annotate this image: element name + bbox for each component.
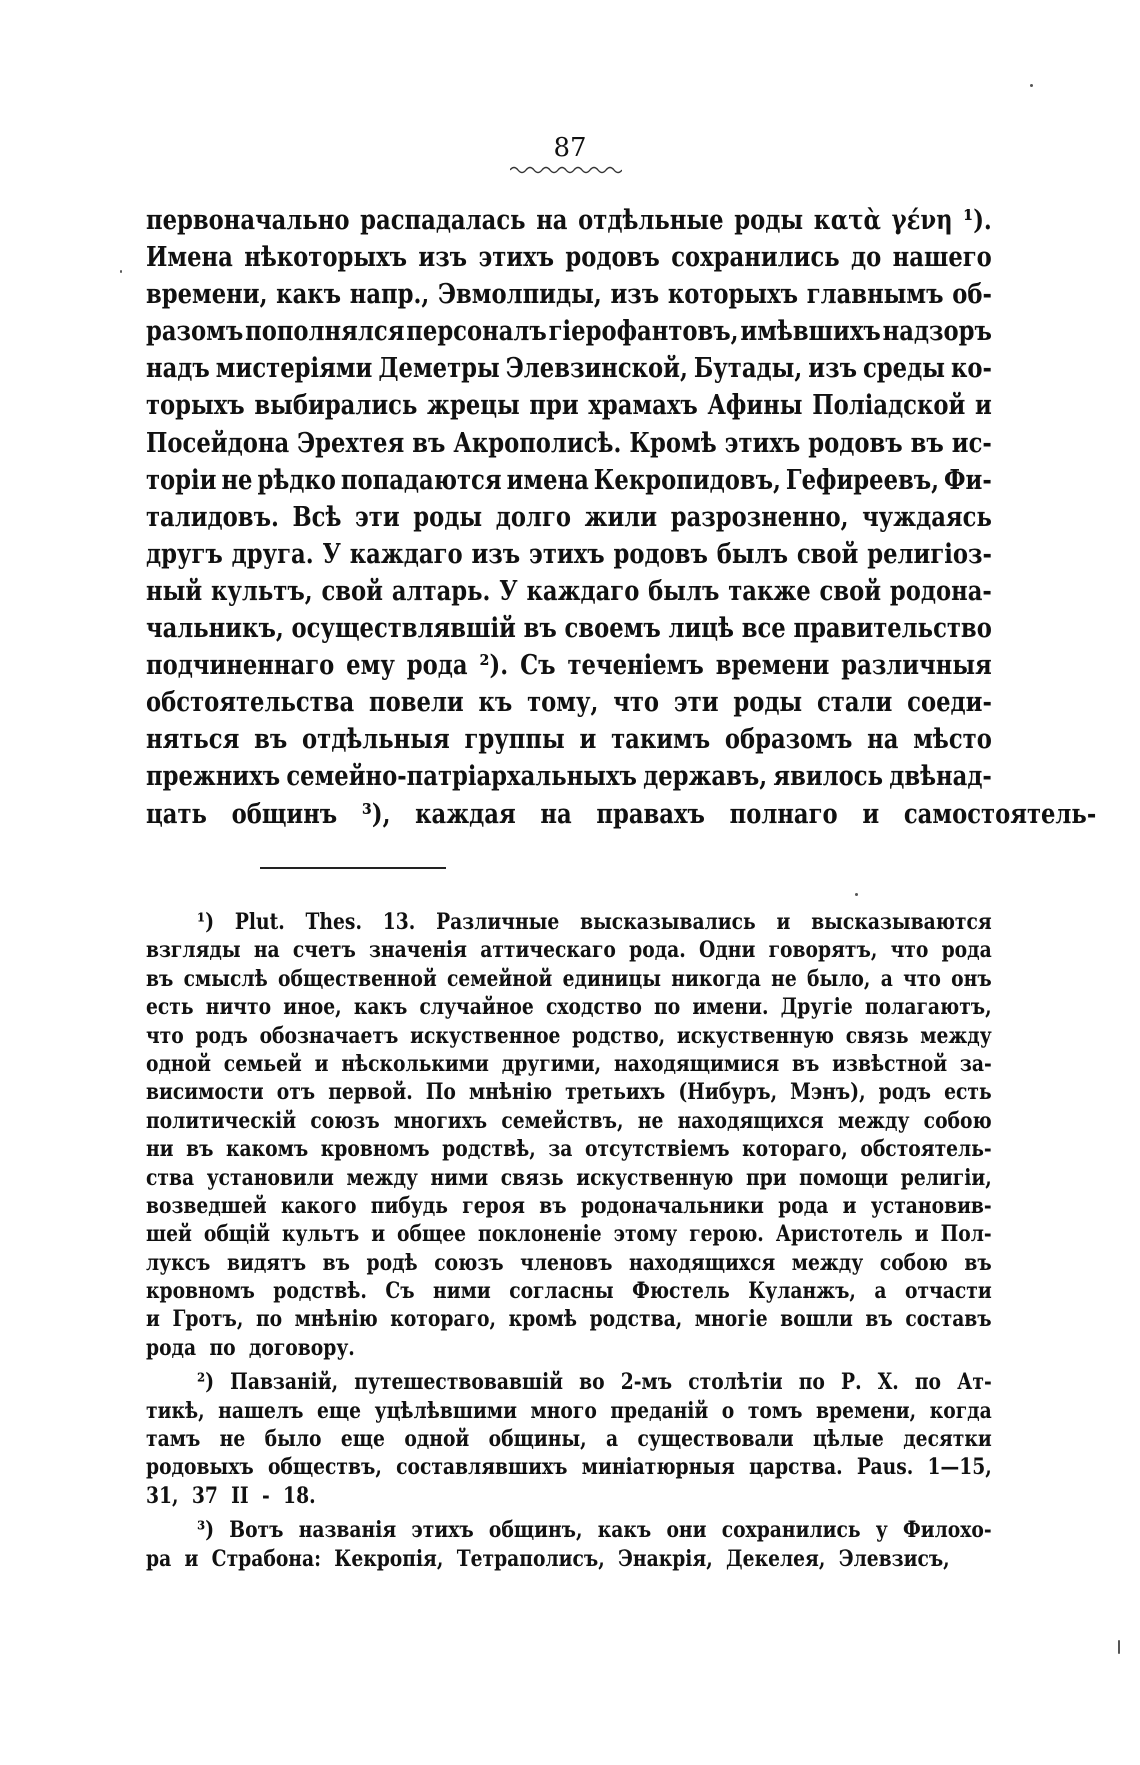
- text-line: ³) Вотъ названія этихъ общинъ, какъ они сохранились у Филохо-: [197, 1517, 992, 1544]
- scan-speck: [855, 893, 858, 896]
- text-line: висимости отъ первой. По мнѣнію третьихъ (Нибуръ, Мэнъ), родъ есть: [146, 1079, 992, 1106]
- text-line: цать общинъ ³), каждая на правахъ полнаго и самостоятель-: [146, 798, 1097, 830]
- footnote-3: [146, 1516, 992, 1573]
- text-line: другъ друга. У каждаго изъ этихъ родовъ былъ свой религіоз-: [146, 538, 992, 570]
- text-line: подчиненнаго ему рода ²). Съ теченіемъ времени различныя: [146, 650, 992, 682]
- text-line: есть ничто иное, какъ случайное сходство по имени. Другіе полагаютъ,: [146, 994, 992, 1021]
- text-line: торыхъ выбирались жрецы при храмахъ Афины Поліадской и: [146, 390, 992, 422]
- text-line: что родъ обозначаетъ искуственное родство, искуственную связь между: [146, 1022, 992, 1049]
- text-line: одной семьей и нѣсколькими другими, находящимися въ извѣстной за-: [146, 1050, 992, 1077]
- text-line: торіи не рѣдко попадаются имена Кекропидовъ, Гефиреевъ, Фи-: [146, 464, 992, 496]
- text-line: ства установили между ними связь искуственную при помощи религіи,: [146, 1164, 992, 1191]
- text-line: тамъ не было еще одной общины, а существовали цѣлые десятки: [146, 1426, 992, 1453]
- text-line: ни въ какомъ кровномъ родствѣ, за отсутствіемъ котораго, обстоятель-: [146, 1136, 992, 1163]
- main-text: [146, 202, 1097, 833]
- scan-speck: [1118, 1640, 1120, 1654]
- text-line: прежнихъ семейно-патріархальныхъ державъ, явилось двѣнад-: [146, 761, 992, 793]
- scan-speck: [1030, 84, 1033, 87]
- text-line: взгляды на счетъ значенія аттическаго рода. Одни говорятъ, что рода: [146, 937, 992, 964]
- text-line: первоначально распадалась на отдѣльные роды κατὰ γένη ¹).: [146, 205, 992, 236]
- text-line: 31, 37 II - 18.: [146, 1482, 316, 1509]
- text-line: шей общій культъ и общее поклоненіе этому герою. Аристотель и Пол-: [146, 1221, 992, 1248]
- text-line: политическій союзъ многихъ семействъ, не находящихся между собою: [146, 1107, 992, 1134]
- text-line: времени, какъ напр., Эвмолпиды, изъ которыхъ главнымъ об-: [146, 279, 992, 311]
- text-line: Посейдона Эрехтея въ Акрополисѣ. Кромѣ этихъ родовъ въ ис-: [146, 427, 992, 459]
- footnote-separator: [260, 867, 446, 869]
- text-line: ²) Павзаній, путешествовавшій во 2-мъ столѣтіи по Р. Х. по Ат-: [197, 1369, 992, 1396]
- scan-speck: [120, 270, 122, 273]
- footnote-2: [146, 1368, 992, 1510]
- text-line: надъ мистеріями Деметры Элевзинской, Бутады, изъ среды ко-: [146, 353, 992, 385]
- text-line: талидовъ. Всѣ эти роды долго жили разрозненно, чуждаясь: [146, 501, 992, 533]
- text-line: чальникъ, осуществлявшій въ своемъ лицѣ все правительство: [146, 613, 992, 645]
- text-line: возведшей какого пибудь героя въ родоначальники рода и установив-: [146, 1192, 992, 1219]
- page-number: 87: [553, 133, 587, 163]
- text-line: родовыхъ обществъ, составлявшихъ миніатюрныя царства. Paus. 1—15,: [146, 1454, 992, 1481]
- text-line: няться въ отдѣльныя группы и такимъ образомъ на мѣсто: [146, 724, 992, 756]
- text-line: въ смыслѣ общественной семейной единицы никогда не было, а что онъ: [146, 965, 992, 992]
- text-line: ный культъ, свой алтарь. У каждаго былъ также свой родона-: [146, 575, 992, 607]
- text-line: кровномъ родствѣ. Съ ними согласны Фюстель Куланжъ, а отчасти: [146, 1278, 992, 1305]
- text-line: разомъ пополнялся персоналъ гіерофантовъ, имѣвшихъ надзоръ: [146, 316, 992, 348]
- text-line: ра и Страбона: Кекропія, Тетраполисъ, Энакрія, Декелея, Элевзисъ,: [146, 1545, 950, 1572]
- footnote-1: [146, 908, 992, 1362]
- text-line: Имена нѣкоторыхъ изъ этихъ родовъ сохранились до нашего: [146, 242, 992, 274]
- text-line: тикѣ, нашелъ еще уцѣлѣвшими много преданій о томъ времени, когда: [146, 1397, 992, 1424]
- text-line: луксъ видятъ въ родѣ союзъ членовъ находящихся между собою въ: [146, 1249, 992, 1276]
- text-line: обстоятельства повели къ тому, что эти роды стали соеди-: [146, 687, 992, 719]
- text-line: рода по договору.: [146, 1334, 355, 1361]
- text-line: и Гротъ, по мнѣнію котораго, кромѣ родства, многіе вошли въ составъ: [146, 1306, 992, 1333]
- text-line: ¹) Plut. Thes. 13. Различные высказывались и высказываются: [197, 909, 992, 935]
- footnotes: [146, 908, 992, 1573]
- wavy-rule-ornament: [510, 165, 622, 175]
